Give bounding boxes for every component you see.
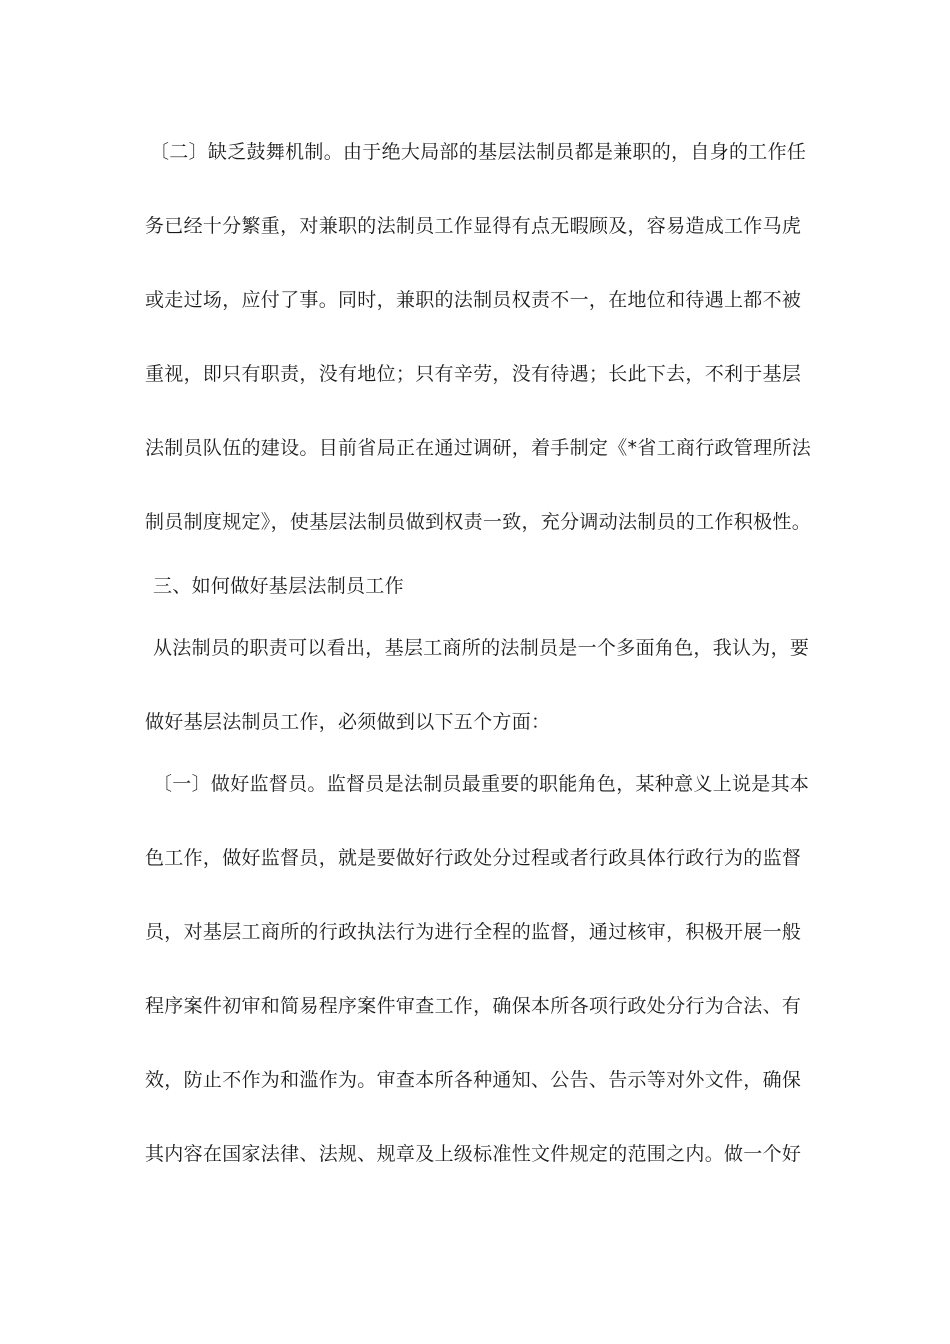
paragraph-line: 色工作，做好监督员，就是要做好行政处分过程或者行政具体行政行为的监督 bbox=[145, 847, 802, 869]
paragraph-line: 〔二〕缺乏鼓舞机制。由于绝大局部的基层法制员都是兼职的，自身的工作任 bbox=[150, 141, 807, 163]
paragraph-line: 或走过场，应付了事。同时，兼职的法制员权责不一，在地位和待遇上都不被 bbox=[145, 289, 802, 311]
paragraph-line: 员，对基层工商所的行政执法行为进行全程的监督，通过核审，积极开展一般 bbox=[145, 921, 802, 943]
paragraph-line: 法制员队伍的建设。目前省局正在通过调研，着手制定《*省工商行政管理所法 bbox=[145, 437, 812, 459]
paragraph-line: 从法制员的职责可以看出，基层工商所的法制员是一个多面角色，我认为，要 bbox=[153, 637, 810, 659]
paragraph-line: 重视，即只有职责，没有地位；只有辛劳，没有待遇；长此下去，不利于基层 bbox=[145, 363, 802, 385]
paragraph-line: 其内容在国家法律、法规、规章及上级标准性文件规定的范围之内。做一个好 bbox=[145, 1143, 802, 1165]
paragraph-line: 效，防止不作为和滥作为。审查本所各种通知、公告、告示等对外文件，确保 bbox=[145, 1069, 802, 1091]
paragraph-line: 务已经十分繁重，对兼职的法制员工作显得有点无暇顾及，容易造成工作马虎 bbox=[145, 215, 802, 237]
paragraph-line: 〔一〕做好监督员。监督员是法制员最重要的职能角色，某种意义上说是其本 bbox=[153, 773, 810, 795]
paragraph-line: 做好基层法制员工作，必须做到以下五个方面： bbox=[145, 711, 551, 733]
section-heading: 三、如何做好基层法制员工作 bbox=[153, 575, 404, 597]
paragraph-line: 制员制度规定》，使基层法制员做到权责一致，充分调动法制员的工作积极性。 bbox=[145, 511, 812, 533]
paragraph-line: 程序案件初审和简易程序案件审查工作，确保本所各项行政处分行为合法、有 bbox=[145, 995, 802, 1017]
